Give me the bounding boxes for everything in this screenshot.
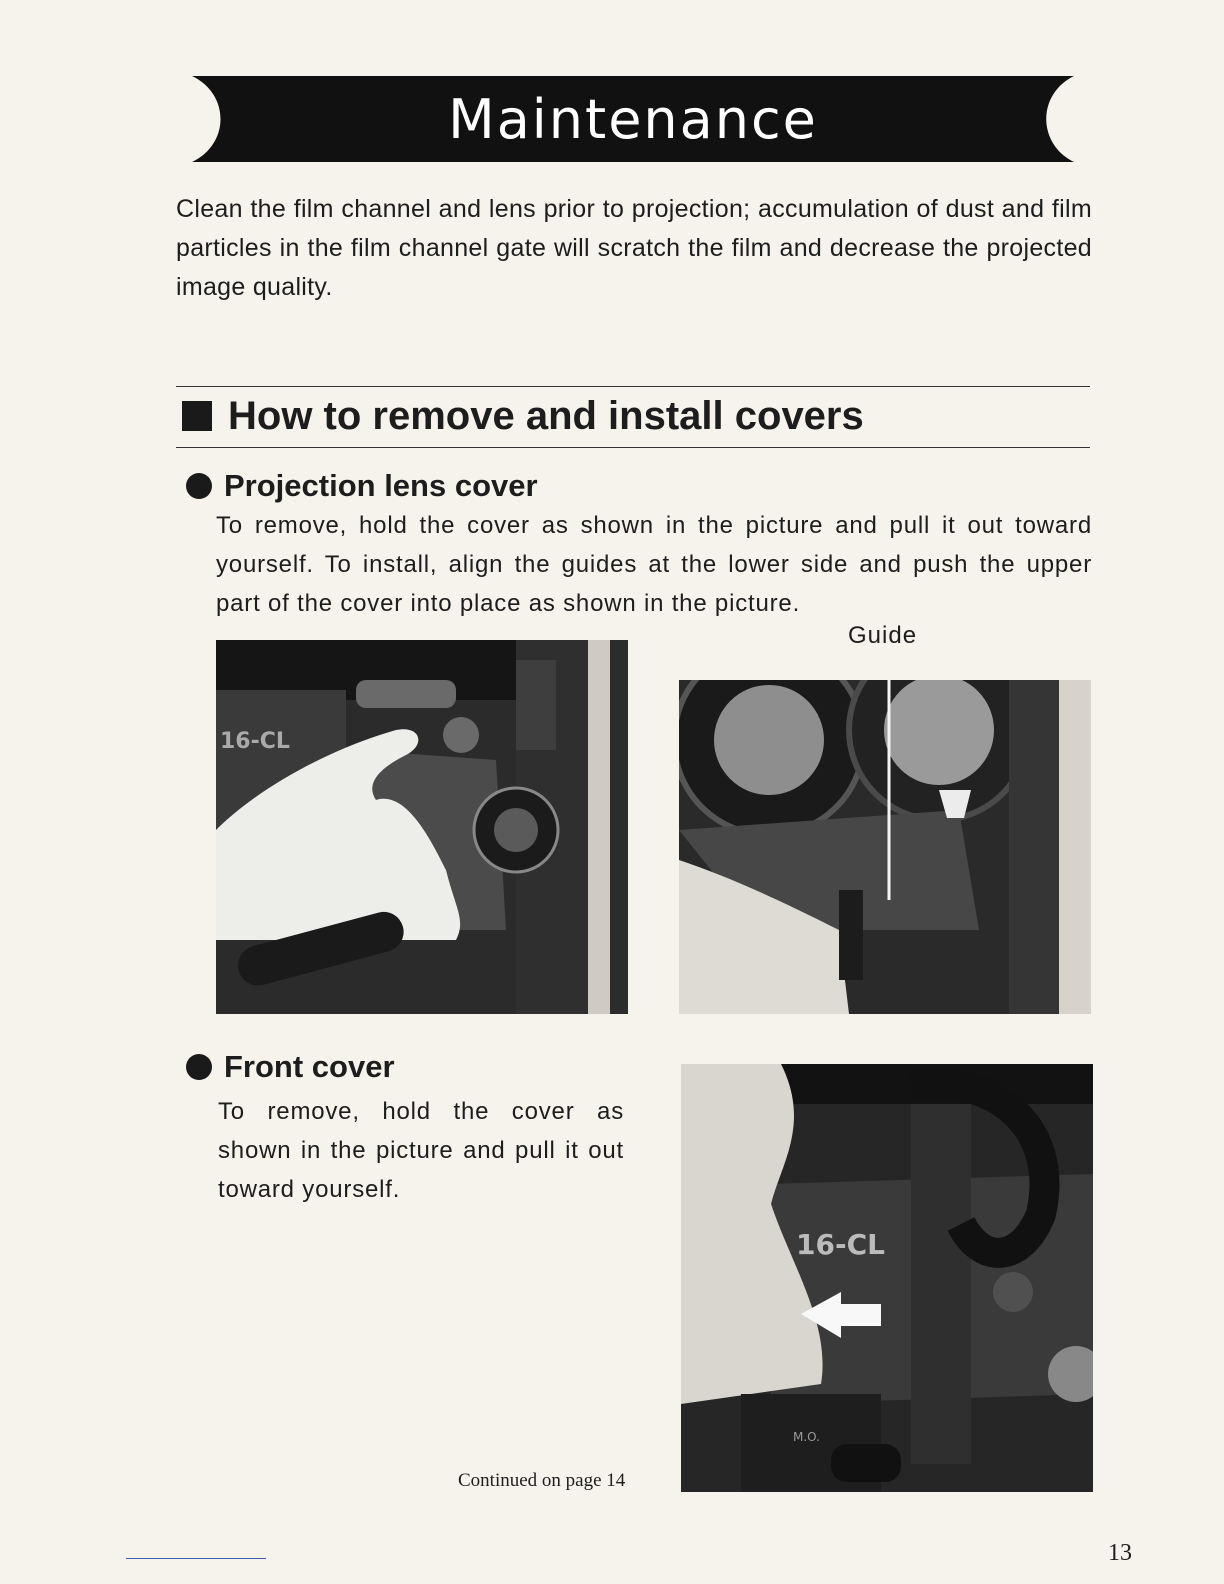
model-label-2: 16-CL xyxy=(796,1228,885,1261)
projection-lens-heading-text: Projection lens cover xyxy=(224,468,538,503)
front-cover-instructions: To remove, hold the cover as shown in the picture and pull it out toward yourself. xyxy=(218,1098,624,1203)
front-cover-heading-text: Front cover xyxy=(224,1049,395,1084)
front-cover-heading xyxy=(186,1047,395,1087)
square-bullet-icon xyxy=(182,401,212,431)
circle-bullet-icon xyxy=(186,1054,212,1080)
model-label-1: 16-CL xyxy=(220,729,290,754)
section-heading-text: How to remove and install covers xyxy=(228,393,864,438)
guide-caption: Guide xyxy=(848,622,918,649)
page-title: Maintenance xyxy=(448,87,818,151)
photo-lens-cover-removal xyxy=(216,640,628,1014)
photo-front-cover-removal xyxy=(681,1064,1093,1492)
section-heading xyxy=(182,390,864,442)
intro-paragraph: Clean the film channel and lens prior to projection; accumulation of dust and film particles in the film channel gate will scratch the film and decrease the projected image quality. xyxy=(176,195,1092,301)
section-rule-bottom xyxy=(176,447,1090,448)
photo-lens-cover-guide xyxy=(679,680,1091,1014)
projection-lens-instructions: To remove, hold the cover as shown in the picture and pull it out toward yourself. To install, align the guides at the lower side and push the upper part of the cover into place as shown in the picture. xyxy=(216,512,1092,617)
circle-bullet-icon xyxy=(186,473,212,499)
section-rule-top xyxy=(176,386,1090,387)
mo-label: M.O. xyxy=(793,1430,820,1444)
projection-lens-heading xyxy=(186,466,538,506)
page-number: 13 xyxy=(1108,1540,1132,1566)
continued-note: Continued on page 14 xyxy=(458,1470,626,1491)
footer-line xyxy=(126,1558,266,1559)
title-banner xyxy=(192,76,1074,162)
